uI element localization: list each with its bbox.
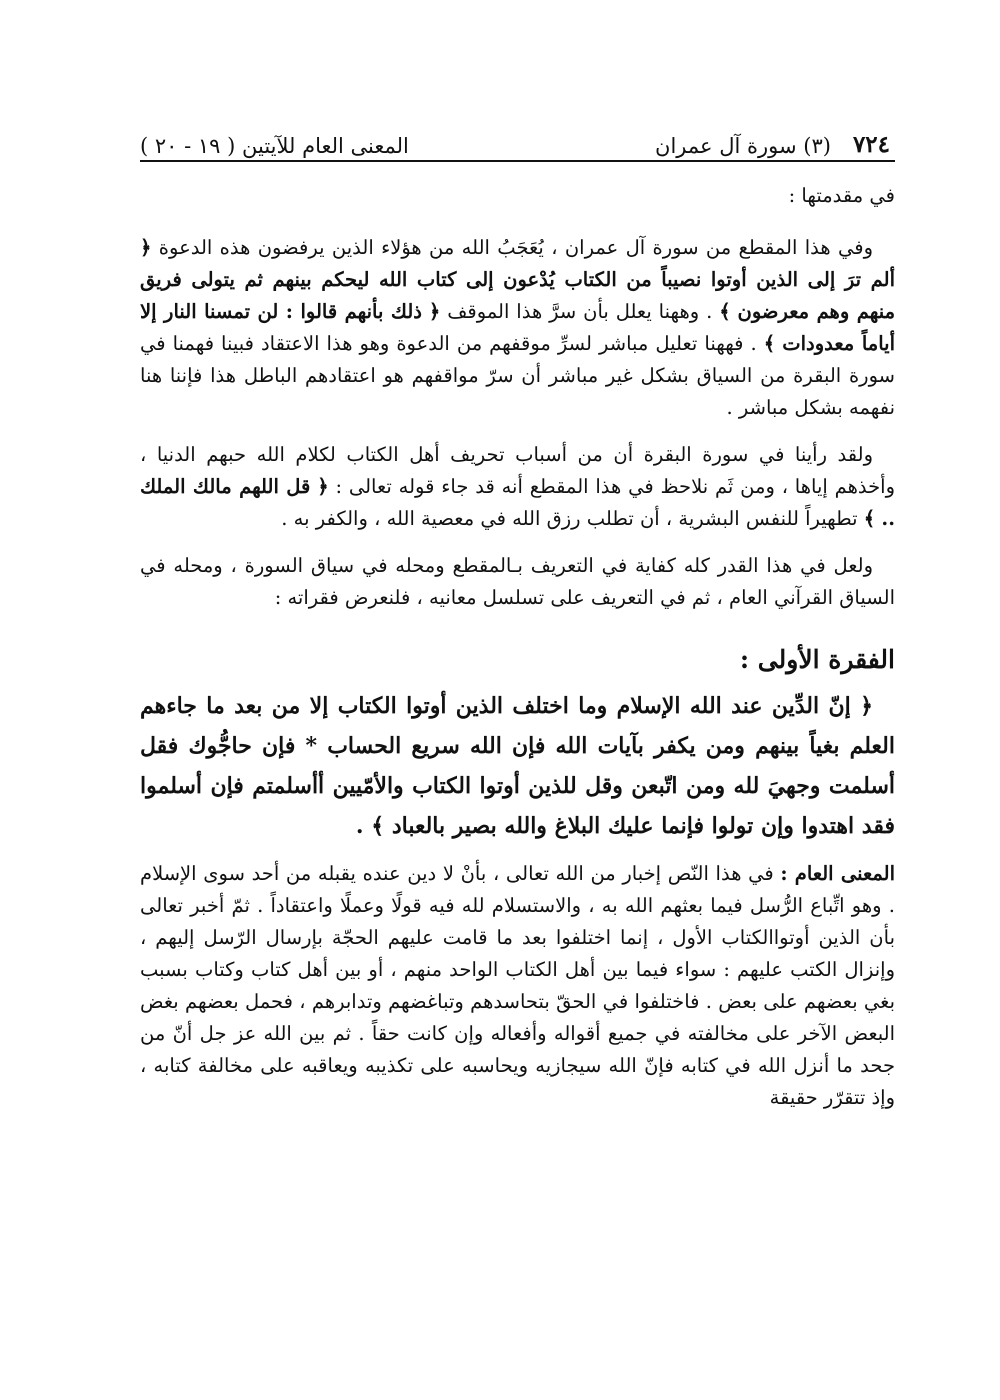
quran-bracket-open: ﴿ [140, 236, 152, 259]
verse-end: . [355, 813, 364, 839]
para1-text-1: وفي هذا المقطع من سورة آل عمران ، يُعَجَبُ الله من هؤلاء الذين يرفضون هذه الدعوة [158, 236, 873, 259]
header-right [655, 131, 890, 158]
running-header [140, 118, 890, 158]
general-meaning-paragraph [140, 858, 895, 1114]
quran-bracket-close: ﴾ [863, 507, 876, 530]
paragraph-2 [140, 439, 895, 535]
quran-verse-block [140, 686, 895, 846]
quran-bracket-open: ﴿ [317, 475, 329, 498]
para1-text-2: . وههنا يعلل بأن سرَّ هذا الموقف [447, 300, 713, 323]
para2-text-1: ولقد رأينا في سورة البقرة أن من أسباب تحريف أهل الكتاب لكلام الله حبهم الدنيا ، وأخذهم إياها ، ومن ثَم نلاحظ في هذا المقطع أنه قد جاء قوله تعالى : [140, 443, 896, 498]
quran-bracket-close: ﴾ [719, 300, 731, 323]
para1-quote-2: ذلك بأنهم قالوا : لن تمسنا النار إلا أياماً معدودات [140, 300, 895, 355]
intro-line: في مقدمتها : [788, 184, 895, 207]
page-number: ٧٢٤ [852, 131, 890, 158]
paragraph-1 [140, 232, 895, 424]
general-meaning-text: في هذا النّص إخبار من الله تعالى ، بأنْ لا دين عنده يقبله من أحد سوى الإسلام . وهو اتِّباع الرُّسل فيما بعثهم الله به ، والاستسلام لله فيه قولًا وعملًا واعتقاداً . ثمّ أخبر تعالى بأن الذين أوتواالكتاب الأول ، إنما اختلفوا بعد ما قامت عليهم الحجّة بإرسال الرّسل إليهم ، وإنزال الكتب عليهم : سواء فيما بين أهل الكتاب الواحد منهم ، أو بين أهل كتاب وكتاب بسبب بغي بعضهم على بعض . فاختلفوا في الحقّ بتحاسدهم وتباغضهم وتدابرهم ، فحمل بعضهم بغض البعض الآخر على مخالفته في جميع أقواله وأفعاله وإن كانت حقاً . ثم بين الله عز جل أنّ من جحد ما أنزل الله في كتابه فإنّ الله سيجازيه ويحاسبه على تكذيبه ويعاقبه على مخالفة كتابه ، وإذ تتقرّر حقيقة [140, 862, 895, 1109]
quran-bracket-open: ﴿ [860, 693, 873, 719]
section-heading: الفقرة الأولى : [739, 645, 895, 674]
header-rule [140, 160, 895, 162]
para2-quote-1: قل اللهم مالك الملك .. [140, 475, 895, 530]
general-meaning-label: المعنى العام : [780, 862, 896, 885]
section-title-header: المعنى العام للآيتين ( ١٩ - ٢٠ ) [140, 134, 409, 158]
paragraph-3: ولعل في هذا القدر كله كفاية في التعريف بـالمقطع ومحله في سياق السورة ، ومحله في السياق القرآني العام ، ثم في التعريف على تسلسل معانيه ، فلنعرض فقراته : [140, 554, 895, 609]
quran-bracket-close: ﴾ [763, 332, 776, 355]
quran-bracket-close: ﴾ [371, 813, 385, 839]
para2-text-2: تطهيراً للنفس البشرية ، أن تطلب رزق الله في معصية الله ، والكفر به . [281, 507, 858, 530]
para1-quote-1: ألم ترَ إلى الذين أوتوا نصيباً من الكتاب يُدْعون إلى كتاب الله ليحكم بينهم ثم يتولى فريق منهم وهم معرضون [140, 268, 896, 323]
surah-title: (٣) سورة آل عمران [655, 134, 831, 158]
verse-text: إنّ الدِّين عند الله الإسلام وما اختلف الذين أوتوا الكتاب إلا من بعد ما جاءهم العلم بغياً بينهم ومن يكفر بآيات الله فإن الله سريع الحساب * فإن حاجُّوك فقل أسلمت وجهيَ لله ومن اتّبعن وقل للذين أوتوا الكتاب والأمّيين أأسلمتم فإن أسلموا فقد اهتدوا وإن تولوا فإنما عليك البلاغ والله بصير بالعباد [140, 693, 895, 839]
page-body [140, 180, 895, 1114]
para1-text-3: . فههنا تعليل مباشر لسرِّ موقفهم من الدعوة وهو هذا الاعتقاد فبينا فهمنا في سورة البقرة من السياق بشكل غير مباشر أن سرّ مواقفهم هو اعتقادهم الباطل هذا فإننا هنا نفهمه بشكل مباشر . [140, 332, 895, 419]
quran-bracket-open: ﴿ [428, 300, 441, 323]
